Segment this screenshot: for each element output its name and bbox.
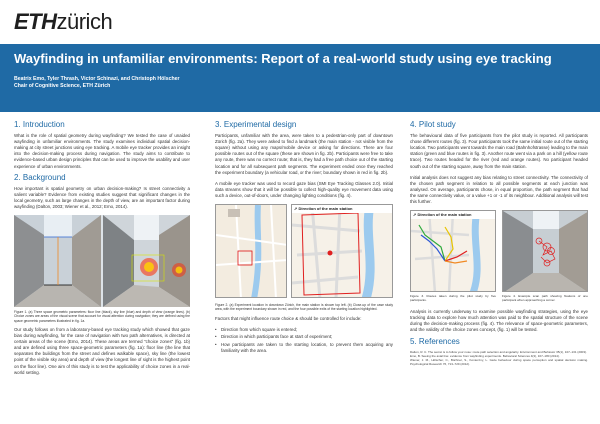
pilot-p3: Analysis is currently underway to examine possible wayfinding strategies, using the eye tracking data to explore how much attention was paid to the spatial structure of the scene during the decision-making process (fig. 4). The relevance of space-geometric parameters, and the validity of the choice zones concept, (fig. 1) will be tested. [410, 309, 588, 333]
reference-item: Dalton, R. C. The secret is to follow your nose: route path selection and angularity. Environment and Behavior 35(1), 107–131 (2003). [410, 349, 587, 354]
title-banner [0, 44, 600, 112]
figure-2 [215, 204, 393, 300]
affiliation: Chair of Cognitive Science, ETH Zürich [14, 83, 111, 89]
map-closeup [291, 204, 393, 298]
routes-map [410, 210, 496, 292]
figure-2-caption: Figure 2. (a) Experiment location in downtown Zürich, the main station is shown top left. (b) Close-up of the case study area, with the experiment boundary shown in red, and the four possible exits of the starting location highlighted. [215, 303, 393, 312]
design-p2: A mobile eye tracker was used to record gaze bias (SMI Eye Tracking Glasses 2.0). Initial data streams show that it will be possible to collect high-quality eye movement data using such a device, out-of-doors, under changing lighting conditions (fig. 4). [215, 180, 393, 198]
factor-list [215, 327, 393, 354]
scanpath-photo [502, 210, 588, 292]
pilot-p1: The behavioural data of five participants from the pilot study is reported. All participants chose different routes (fig. 3). Four participants took the same initial route out of the starting location. Two participants went towards the main road (Bahnhofstrasse) leading to the main station (green and blue routes in fig. 3). Another route went via a park on a hill (yellow route trace). Two routes headed for the river (red and orange routes). No participant headed south out of the starting square, away from the main station. [410, 133, 588, 169]
figure-1-caption: Figure 1. (a) Three space geometric parameters: floor line (black), sky line (blue) and depth of view (orange lines). (b) Choice zones are areas of the visual scene that account for visual attention during navigation; they are defined using the space geometric parameters illustrated in fig. 1a. [14, 310, 190, 323]
column-right [410, 122, 588, 366]
poster-title: Wayfinding in unfamiliar environments: Report of a real-world study using eye tracking [14, 51, 552, 66]
figure-1 [14, 215, 190, 307]
figure-4-caption: Figure 4. Example scan path showing fixations of one participant when approaching a corner. [502, 294, 588, 303]
pilot-heading: 4. Pilot study [410, 120, 456, 129]
authors: Beatrix Emo, Tyler Thrash, Victor Schinazi, and Christoph Hölscher [14, 76, 180, 82]
reference-item: Wiener, J. M., Hölscher, C., Büchner, S., Konieczny, L. Gaze behaviour during space perception and spatial decision making. Psychological Research 76, 713–729 (2012). [410, 357, 588, 366]
map-direction-label: ➚ Direction of the main station [292, 205, 392, 213]
routes-direction-label: ➚ Direction of the main station [411, 211, 495, 219]
start-location-marker [328, 251, 333, 256]
column-left [14, 122, 190, 381]
intro-text: What is the role of spatial geometry during wayfinding? We tested the case of unaided wayfinding in unfamiliar environments. The study examines individual spatial decision-making at city street junctions using eye tracking. A mobile eye tracker provides an insight into the decision-making process during navigation. The study aims to contribute to evidence-based urban design principles that can be used to improve the usability and user experience of urban environments. [14, 133, 190, 169]
figure-3-caption: Figure 3. Routes taken during the pilot study by five participants. [410, 294, 496, 303]
factor-item: • Direction in which participants face at start of experiment; [215, 334, 393, 340]
background-heading: 2. Background [14, 172, 66, 182]
pilot-p2: Initial analysis does not suggest any bias relating to street connectivity. The connectivity of the chosen path segment in relation to all possible segments at each junction was analysed. On average, participants chose, in equal proportion, the path segment that had the same connectivity value, or a value +1 or -1 of its neighbour. Additional analysis will test this further. [410, 174, 588, 205]
design-heading: 3. Experimental design [215, 120, 297, 129]
background-p1: How important is spatial geometry on urban decision-making? Is street connectivity a salient variable? Evidence from existing studies suggest that significant changes in the local geometry, such as large changes in the depth of view, are an important factor during wayfinding (Dalton, 2003; Wiener et al., 2012; Emo, 2014). [14, 185, 190, 210]
references-heading: 5. References [410, 336, 460, 346]
background-p2: Our study follows on from a laboratory-based eye tracking study which showed that gaze bias during wayfinding, for the case of navigation with two path alternatives, is directed at certain areas of the scene (Emo, 2014). These areas are termed "choice zones" (fig. 1b) and are defined using three space-geometric parameters (fig. 1a): floor line (the line that separates the buildings from the street and defines walkable space), sky line (the lowest point of the visible sky area) and depth of view (the longest line of sight is the highest point on the floor line). One aim of this study is to test the applicability of choice zones in a real-world setting. [14, 327, 190, 375]
eth-logo: ETHzürich [14, 9, 113, 34]
map-location [215, 204, 287, 298]
design-p1: Participants, unfamiliar with the area, were taken to a pedestrian-only part of downtown Zürich (fig. 2a). They were asked to find a landmark (the main station - not visible from the square) without using any maps/mobile device or asking for directions. There are four possible routes out of the square (these are shown in fig. 2b). Participants were free to take any route, there was no correct route; that is, they had a free path choice out of the starting location and for all subsequent path segments. The experiment ended once they reached the experiment boundary (a vehicular road, or the river; boundary shown in red in fig. 2b). [215, 133, 393, 175]
reference-list [410, 350, 588, 366]
design-p3: Factors that might influence route choice & should be controlled for include: [215, 315, 362, 321]
figures-3-4 [410, 210, 588, 306]
intro-heading: 1. Introduction [14, 120, 65, 129]
column-middle [215, 122, 393, 356]
factor-item: • Direction from which square is entered; [215, 327, 393, 333]
reference-item: Emo, B. Seeing the axial line: evidence from wayfinding experiments. Behavioral Sciences 4(3), 167–180 (2014). [410, 353, 560, 358]
factor-item: • How participants are taken to the starting location, to prevent them acquiring any familiarity with the area. [215, 342, 393, 354]
street-photos [14, 215, 190, 307]
